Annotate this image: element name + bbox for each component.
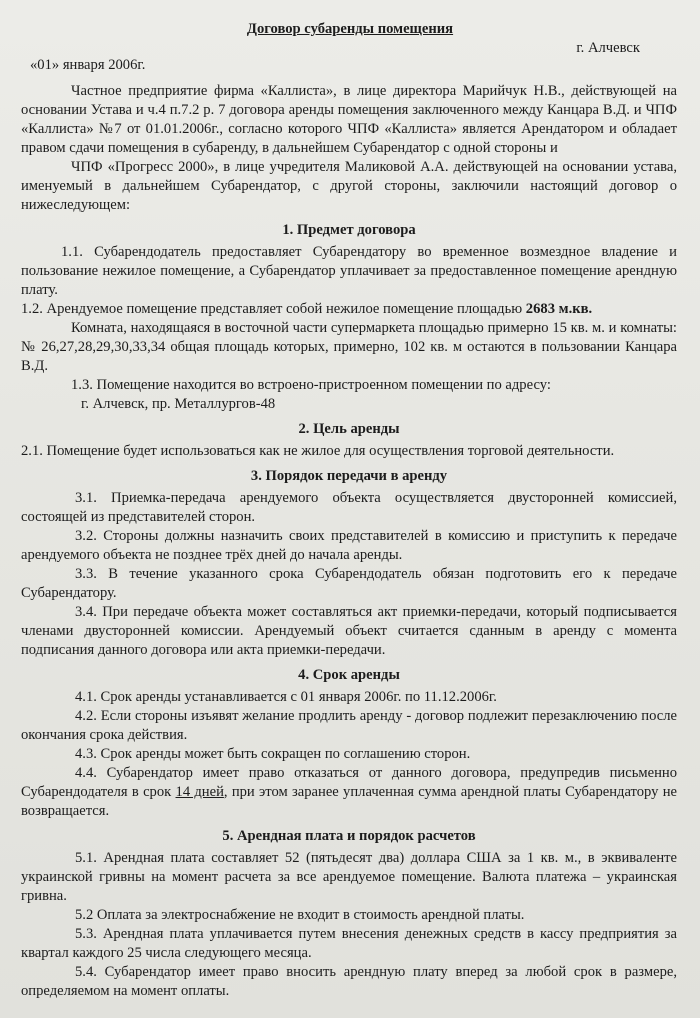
clause-5-4: 5.4. Субарендатор имеет право вносить арендную плату вперед за любой срок в размере, определяемом на момент оплаты. (21, 964, 677, 999)
clause-4-4-text-a: 4.4. Субарендатор имеет право отказаться от данного договора, предупредив письменно Субарендодателя в срок (21, 765, 677, 800)
preamble-paragraph-1: Частное предприятие фирма «Каллиста», в лице директора Марийчук Н.В., действующей на основании Устава и ч.4 п.7.2 р. 7 договора аренды помещения заключенного между Канцара В.Д. и ЧПФ «Каллиста» №7 от 01.01.2006г., согласно которого ЧПФ «Каллиста» является Арендатором и обладает правом сдачи помещения в субаренду, в дальнейшем Субарендатор с одной стороны и (21, 83, 677, 156)
clause-3-2: 3.2. Стороны должны назначить своих представителей в комиссию и приступить к передаче арендуемого объекта не позднее трёх дней до начала аренды. (21, 528, 677, 563)
clause-5-1: 5.1. Арендная плата составляет 52 (пятьдесят два) доллара США за 1 кв. м., в эквиваленте украинской гривны на момент расчета за все арендуемое помещение. Валюта платежа – украинская гривна. (21, 850, 677, 904)
clause-1-3: 1.3. Помещение находится во встроено-пристроенном помещении по адресу: (71, 377, 551, 393)
preamble-paragraph-2: ЧПФ «Прогресс 2000», в лице учредителя Маликовой А.А. действующей на основании устава, именуемый в дальнейшем Субарендатор, с другой стороны, заключили настоящий договор о нижеследующем: (21, 159, 677, 213)
clause-1-2-area: 2683 м.кв. (525, 301, 593, 317)
clause-1-3-address: г. Алчевск, пр. Металлургов-48 (81, 396, 276, 412)
clause-4-3: 4.3. Срок аренды может быть сокращен по соглашению сторон. (75, 746, 471, 762)
clause-4-1: 4.1. Срок аренды устанавливается с 01 января 2006г. по 11.12.2006г. (75, 689, 497, 705)
clause-4-4-term: 14 дней (175, 784, 224, 800)
clause-1-2-note: Комната, находящаяся в восточной части супермаркета площадью примерно 15 кв. м. и комнаты: № 26,27,28,29,30,33,34 общая площадь которых, примерно, 102 кв. м остаются в пользовании Канцара В.Д. (21, 320, 677, 374)
clause-3-4: 3.4. При передаче объекта может составляться акт приемки-передачи, который подписывается членами двусторонней комиссии. Арендуемый объект считается сданным в аренду с момента подписания данного договора или акта приемки-передачи. (21, 604, 677, 658)
clause-4-2: 4.2. Если стороны изъявят желание продлить аренду - договор подлежит перезаключению после окончания срока действия. (21, 708, 677, 743)
clause-3-1: 3.1. Приемка-передача арендуемого объекта осуществляется двусторонней комиссией, состоящей из представителей сторон. (21, 490, 677, 525)
document-city: г. Алчевск (576, 40, 640, 56)
document-title: Договор субаренды помещения (246, 21, 454, 37)
clause-4-4-text-b: , при этом заранее уплаченная сумма арендной платы Субарендатору не возвращается. (21, 784, 677, 819)
section-1-heading: 1. Предмет договора (282, 222, 416, 238)
section-5-heading: 5. Арендная плата и порядок расчетов (222, 828, 476, 844)
clause-1-1: 1.1. Субарендодатель предоставляет Субарендатору во временное возмездное владение и пользование нежилое помещение, а Субарендатор уплачивает за предоставленное помещение арендную плату. (21, 244, 677, 298)
clause-4-4 (21, 764, 677, 821)
clause-3-3: 3.3. В течение указанного срока Субарендодатель обязан подготовить его к передаче Субарендатору. (21, 566, 677, 601)
clause-5-3: 5.3. Арендная плата уплачивается путем внесения денежных средств в кассу предприятия за квартал каждого 25 числа следующего месяца. (21, 926, 677, 961)
document-body (21, 82, 677, 1001)
section-4-heading: 4. Срок аренды (298, 667, 400, 683)
section-2-heading: 2. Цель аренды (298, 421, 400, 437)
document-date: «01» января 2006г. (30, 57, 146, 73)
clause-1-2-text: 1.2. Арендуемое помещение представляет собой нежилое помещение площадью (21, 301, 526, 317)
section-3-heading: 3. Порядок передачи в аренду (250, 468, 448, 484)
clause-2-1: 2.1. Помещение будет использоваться как не жилое для осуществления торговой деятельности. (21, 443, 615, 459)
clause-1-2 (21, 300, 677, 319)
clause-5-2: 5.2 Оплата за электроснабжение не входит в стоимость арендной платы. (75, 907, 525, 923)
